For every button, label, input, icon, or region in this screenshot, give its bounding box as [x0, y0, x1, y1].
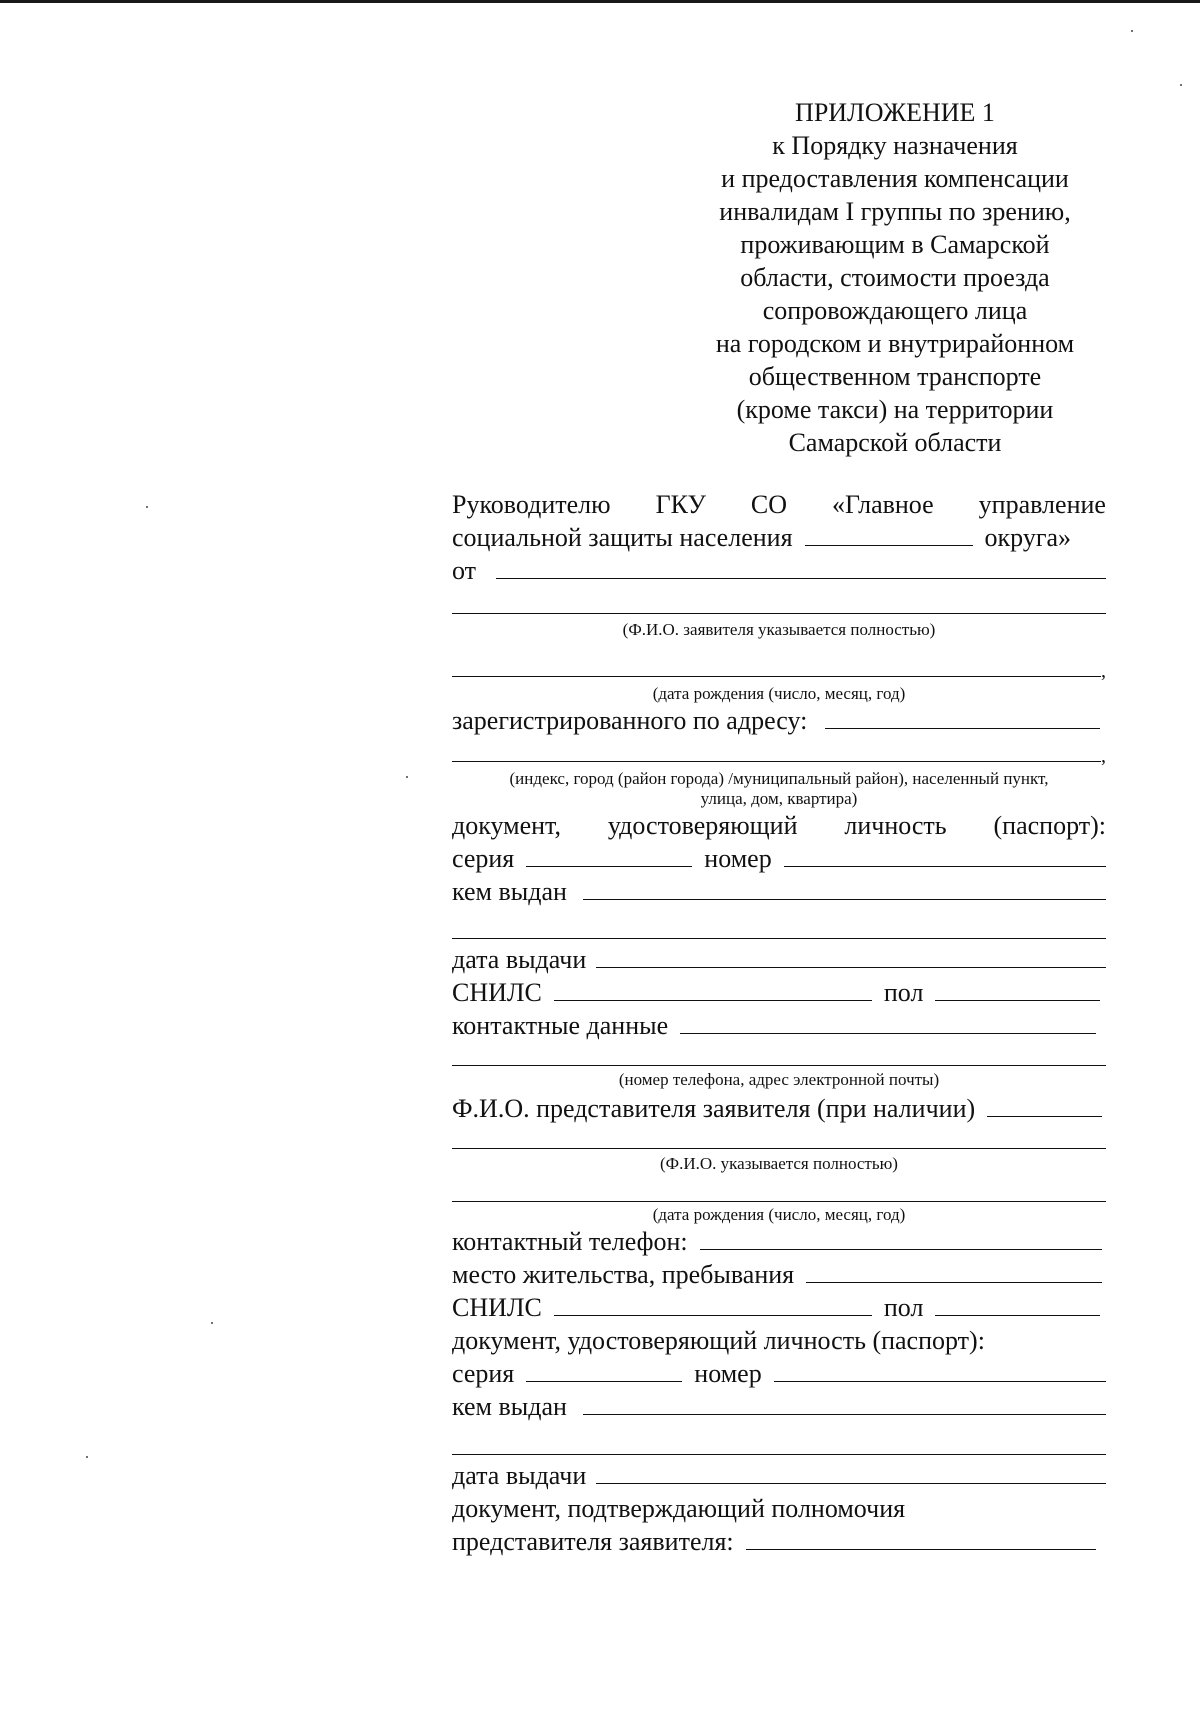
- snils-line: [452, 976, 1106, 1009]
- representative-issue-date-label: дата выдачи: [452, 1461, 587, 1490]
- appendix-line: сопровождающего лица: [762, 296, 1028, 325]
- addressee-word: СО: [750, 490, 787, 519]
- issued-by-blank[interactable]: [583, 877, 1106, 900]
- representative-gender-blank[interactable]: [935, 1293, 1100, 1316]
- appendix-line: (кроме такси) на территории: [736, 395, 1054, 424]
- address-line-2: [452, 741, 1106, 769]
- registered-line: [452, 704, 1106, 737]
- representative-fio-blank[interactable]: [987, 1094, 1102, 1117]
- contacts-blank[interactable]: [680, 1011, 1096, 1034]
- gender-label: пол: [883, 978, 924, 1007]
- id-document-line: [452, 809, 1106, 842]
- representative-snils-blank[interactable]: [554, 1293, 872, 1316]
- representative-issued-by-line: [452, 1390, 1106, 1423]
- appendix-line: инвалидам I группы по зрению,: [719, 197, 1071, 226]
- representative-passport-number-blank[interactable]: [774, 1359, 1106, 1382]
- representative-passport-series-line: [452, 1357, 1106, 1390]
- application-form: [452, 488, 1106, 1558]
- issue-date-line: [452, 943, 1106, 976]
- representative-snils-line: [452, 1291, 1106, 1324]
- representative-issue-date-blank[interactable]: [596, 1461, 1106, 1484]
- from-label: от: [452, 556, 477, 585]
- birth-date-line: [452, 658, 1106, 682]
- representative-issued-by-blank[interactable]: [583, 1392, 1106, 1415]
- addressee-district-suffix: округа»: [984, 523, 1072, 552]
- representative-residence-label: место жительства, пребывания: [452, 1260, 795, 1289]
- comma: ,: [1101, 745, 1106, 767]
- issued-by-label: кем выдан: [452, 877, 567, 906]
- issue-date-label: дата выдачи: [452, 945, 587, 974]
- appendix-line: к Порядку назначения: [772, 131, 1018, 160]
- addressee-word: Руководителю: [452, 490, 611, 519]
- representative-residence-blank[interactable]: [806, 1260, 1102, 1283]
- scan-speck: [86, 1456, 88, 1458]
- addressee-department-label: социальной защиты населения: [452, 523, 793, 552]
- contacts-caption: (номер телефона, адрес электронной почты): [618, 1070, 940, 1089]
- address-caption: (индекс, город (район города) /муниципальный район), населенный пункт,: [509, 769, 1049, 788]
- registered-address-label: зарегистрированного по адресу:: [452, 706, 808, 735]
- appendix-line: и предоставления компенсации: [721, 164, 1069, 193]
- representative-birth-caption: (дата рождения (число, месяц, год): [652, 1205, 906, 1224]
- scan-top-border: [0, 0, 1200, 3]
- id-doc-word: удостоверяющий: [607, 811, 798, 840]
- appendix-line: проживающим в Самарской: [740, 230, 1050, 259]
- representative-series-label: серия: [452, 1359, 515, 1388]
- contacts-label: контактные данные: [452, 1011, 669, 1040]
- applicant-birth-caption: (дата рождения (число, месяц, год): [652, 684, 906, 703]
- addressee-line-1: [452, 488, 1106, 521]
- applicant-name-blank[interactable]: [496, 556, 1106, 579]
- snils-blank[interactable]: [554, 978, 872, 1001]
- representative-id-doc-label: документ, удостоверяющий личность (паспорт):: [452, 1326, 985, 1355]
- addressee-word: ГКУ: [655, 490, 706, 519]
- applicant-birth-date-blank[interactable]: [452, 658, 1101, 677]
- passport-series-blank[interactable]: [526, 844, 692, 867]
- id-doc-word: личность: [844, 811, 947, 840]
- representative-snils-label: СНИЛС: [452, 1293, 542, 1322]
- appendix-line: на городском и внутрирайонном: [715, 329, 1075, 358]
- from-line: [452, 554, 1106, 587]
- representative-fio-line: [452, 1092, 1106, 1125]
- contacts-line: [452, 1009, 1106, 1042]
- authority-document-line-1: [452, 1492, 1106, 1525]
- authority-document-label: представителя заявителя:: [452, 1527, 734, 1556]
- appendix-heading: [655, 96, 1135, 459]
- representative-phone-label: контактный телефон:: [452, 1227, 688, 1256]
- representative-residence-line: [452, 1258, 1106, 1291]
- appendix-line: области, стоимости проезда: [740, 263, 1050, 292]
- addressee-line-2: [452, 521, 1106, 554]
- id-doc-word: документ,: [452, 811, 561, 840]
- issued-by-line: [452, 875, 1106, 908]
- representative-issue-date-line: [452, 1459, 1106, 1492]
- series-label: серия: [452, 844, 515, 873]
- applicant-fio-caption: (Ф.И.О. заявителя указывается полностью): [622, 620, 936, 639]
- id-doc-word: (паспорт):: [993, 811, 1106, 840]
- representative-id-doc-line: [452, 1324, 1106, 1357]
- registered-address-blank[interactable]: [825, 706, 1100, 729]
- addressee-word: управление: [978, 490, 1106, 519]
- representative-phone-line: [452, 1225, 1106, 1258]
- registered-address-blank-2[interactable]: [452, 741, 1101, 762]
- scan-speck: [406, 776, 408, 778]
- authority-document-blank[interactable]: [746, 1527, 1096, 1550]
- appendix-line: Самарской области: [788, 428, 1002, 457]
- scan-speck: [211, 1322, 213, 1324]
- gender-blank[interactable]: [935, 978, 1100, 1001]
- representative-gender-label: пол: [883, 1293, 924, 1322]
- appendix-line: общественном транспорте: [748, 362, 1042, 391]
- appendix-title: ПРИЛОЖЕНИЕ 1: [795, 98, 995, 127]
- comma: ,: [1101, 660, 1106, 682]
- district-blank[interactable]: [805, 523, 973, 546]
- scan-speck: [146, 506, 148, 508]
- passport-series-line: [452, 842, 1106, 875]
- addressee-word: «Главное: [832, 490, 934, 519]
- issue-date-blank[interactable]: [596, 945, 1106, 968]
- authority-document-label: документ, подтверждающий полномочия: [452, 1494, 906, 1523]
- authority-document-line-2: [452, 1525, 1106, 1558]
- representative-phone-blank[interactable]: [700, 1227, 1102, 1250]
- scan-speck: [1131, 30, 1133, 32]
- snils-label: СНИЛС: [452, 978, 542, 1007]
- representative-issued-by-label: кем выдан: [452, 1392, 567, 1421]
- scan-speck: [1180, 84, 1182, 86]
- representative-fio-caption: (Ф.И.О. указывается полностью): [660, 1154, 898, 1173]
- representative-fio-label: Ф.И.О. представителя заявителя (при наличии): [452, 1094, 976, 1123]
- representative-passport-series-blank[interactable]: [526, 1359, 682, 1382]
- passport-number-blank[interactable]: [784, 844, 1106, 867]
- number-label: номер: [704, 844, 772, 873]
- representative-number-label: номер: [694, 1359, 762, 1388]
- address-caption: улица, дом, квартира): [700, 789, 858, 808]
